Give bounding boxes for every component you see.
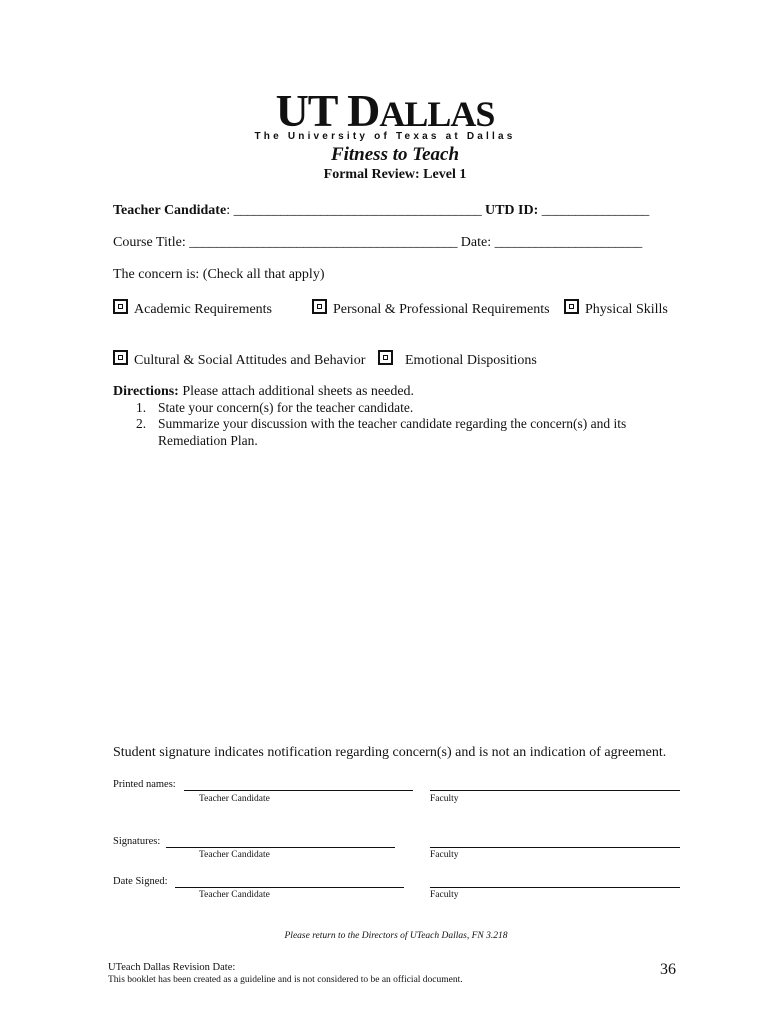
directions-item-2-cont: Remediation Plan. — [158, 433, 258, 448]
date-faculty-caption: Faculty — [430, 890, 459, 900]
directions-label: Directions: — [113, 384, 179, 399]
printed-name-candidate-line[interactable] — [184, 790, 413, 791]
signature-candidate-line[interactable] — [166, 847, 395, 848]
checkbox-icon[interactable] — [113, 299, 128, 314]
signature-notice: Student signature indicates notification regarding concern(s) and is not an indication of agreement. — [113, 745, 667, 760]
directions-item-1: State your concern(s) for the teacher candidate. — [158, 400, 414, 415]
university-logo — [0, 85, 770, 137]
checkbox-label: Personal & Professional Requirements — [333, 302, 550, 317]
printed-name-faculty-line[interactable] — [430, 790, 680, 791]
printed-candidate-caption: Teacher Candidate — [199, 794, 270, 804]
page-number: 36 — [660, 961, 676, 978]
signature-faculty-caption: Faculty — [430, 850, 459, 860]
revision-date: UTeach Dallas Revision Date: — [108, 962, 236, 973]
checkbox-cultural-social[interactable] — [113, 350, 365, 370]
printed-names-label: Printed names: — [113, 779, 176, 790]
signatures-label: Signatures: — [113, 836, 161, 847]
candidate-row — [113, 202, 649, 220]
checkbox-academic[interactable] — [113, 299, 272, 319]
logo-subtitle: The University of Texas at Dallas — [254, 131, 516, 142]
signature-faculty-line[interactable] — [430, 847, 680, 848]
checkbox-icon[interactable] — [312, 299, 327, 314]
concern-prompt: The concern is: (Check all that apply) — [113, 267, 325, 282]
printed-faculty-caption: Faculty — [430, 794, 459, 804]
checkbox-label: Physical Skills — [585, 302, 668, 317]
utd-id-field[interactable]: ________________ — [541, 203, 649, 218]
page-subtitle: Formal Review: Level 1 — [323, 167, 467, 182]
utd-id-label: UTD ID: — [484, 203, 539, 218]
checkbox-label: Emotional Dispositions — [405, 353, 537, 368]
date-signed-label: Date Signed: — [113, 876, 168, 887]
directions-heading — [113, 383, 414, 401]
disclaimer: This booklet has been created as a guideline and is not considered to be an official document. — [108, 975, 463, 985]
logo-ut: UT — [275, 85, 337, 136]
checkbox-emotional[interactable] — [378, 350, 537, 370]
directions-text: Please attach additional sheets as needed. — [182, 384, 415, 399]
date-signed-candidate-line[interactable] — [175, 887, 404, 888]
date-field[interactable]: ______________________ — [494, 235, 642, 250]
signature-candidate-caption: Teacher Candidate — [199, 850, 270, 860]
checkbox-label: Cultural & Social Attitudes and Behavior — [134, 353, 366, 368]
candidate-colon: : — [226, 203, 231, 218]
date-signed-faculty-line[interactable] — [430, 887, 680, 888]
candidate-label: Teacher Candidate — [113, 203, 227, 218]
course-title-field[interactable]: ________________________________________ — [189, 235, 458, 250]
checkbox-label: Academic Requirements — [134, 302, 273, 317]
course-row — [113, 234, 642, 252]
directions-number-2: 2. — [136, 416, 147, 431]
logo-d: D — [347, 85, 380, 136]
directions-number-1: 1. — [136, 400, 147, 415]
checkbox-icon[interactable] — [378, 350, 393, 365]
checkbox-icon[interactable] — [113, 350, 128, 365]
course-title-label: Course Title: — [113, 235, 186, 250]
checkbox-physical-skills[interactable] — [564, 299, 668, 319]
date-label: Date: — [460, 235, 492, 250]
logo-allas: ALLAS — [379, 94, 495, 134]
checkbox-personal-professional[interactable] — [312, 299, 550, 319]
checkbox-icon[interactable] — [564, 299, 579, 314]
date-candidate-caption: Teacher Candidate — [199, 890, 270, 900]
return-note: Please return to the Directors of UTeach Dallas, FN 3.218 — [284, 931, 508, 941]
page-title: Fitness to Teach — [330, 144, 460, 165]
candidate-field[interactable]: _____________________________________ — [233, 203, 482, 218]
directions-item-2: Summarize your discussion with the teacher candidate regarding the concern(s) and its — [158, 416, 627, 431]
